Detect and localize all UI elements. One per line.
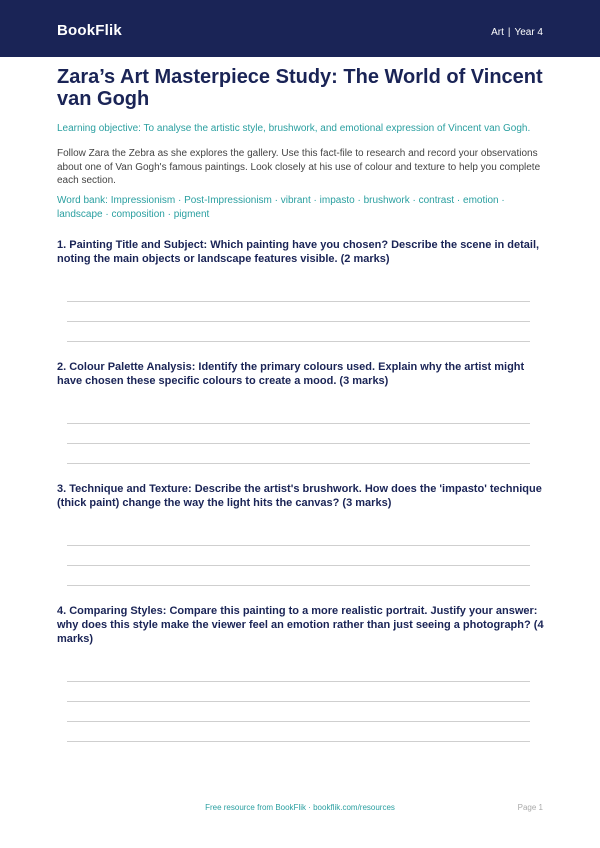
meta-separator: | [507, 27, 511, 38]
answer-line[interactable] [67, 321, 530, 322]
answer-line[interactable] [67, 721, 530, 722]
answer-line[interactable] [67, 443, 530, 444]
answer-line[interactable] [67, 545, 530, 546]
answer-line[interactable] [67, 341, 530, 342]
learning-objective: Learning objective: To analyse the artistic style, brushwork, and emotional expression of Vincent van Gogh. [57, 123, 531, 134]
question-3: 3. Technique and Texture: Describe the artist's brushwork. How does the 'impasto' technique (thick paint) change the way the light hits the canvas? (3 marks) [57, 483, 542, 509]
word-bank: Word bank: Impressionism · Post-Impressionism · vibrant · impasto · brushwork · contrast · emotion · landscape · composition · pigment [57, 195, 505, 220]
answer-line[interactable] [67, 701, 530, 702]
page-header [0, 0, 600, 57]
page-number: Page 1 [517, 803, 543, 812]
answer-line[interactable] [67, 585, 530, 586]
intro-text: Follow Zara the Zebra as she explores the gallery. Use this fact-file to research and record your observations about one of Van Gogh's famous paintings. Look closely at his use of colour and texture to help you complete each section. [57, 148, 541, 186]
year-label: Year 4 [514, 27, 543, 38]
subject-year [491, 27, 543, 38]
answer-line[interactable] [67, 565, 530, 566]
answer-line[interactable] [67, 741, 530, 742]
question-1: 1. Painting Title and Subject: Which painting have you chosen? Describe the scene in detail, noting the main objects or landscape features visible. (2 marks) [57, 239, 540, 265]
worksheet-title: Zara’s Art Masterpiece Study: The World of Vincent van Gogh [57, 66, 543, 110]
answer-line[interactable] [67, 463, 530, 464]
subject-label: Art [491, 27, 504, 38]
answer-line[interactable] [67, 301, 530, 302]
answer-line[interactable] [67, 423, 530, 424]
question-2: 2. Colour Palette Analysis: Identify the primary colours used. Explain why the artist might have chosen these specific colours to create a mood. (3 marks) [57, 361, 525, 387]
question-4: 4. Comparing Styles: Compare this painting to a more realistic portrait. Justify your answer: why does this style make the viewer feel an emotion rather than just seeing a photograph? (4 marks) [57, 605, 544, 645]
answer-line[interactable] [67, 681, 530, 682]
footer-text: Free resource from BookFlik · bookflik.com/resources [205, 803, 395, 812]
brand-logo: BookFlik [57, 22, 122, 39]
